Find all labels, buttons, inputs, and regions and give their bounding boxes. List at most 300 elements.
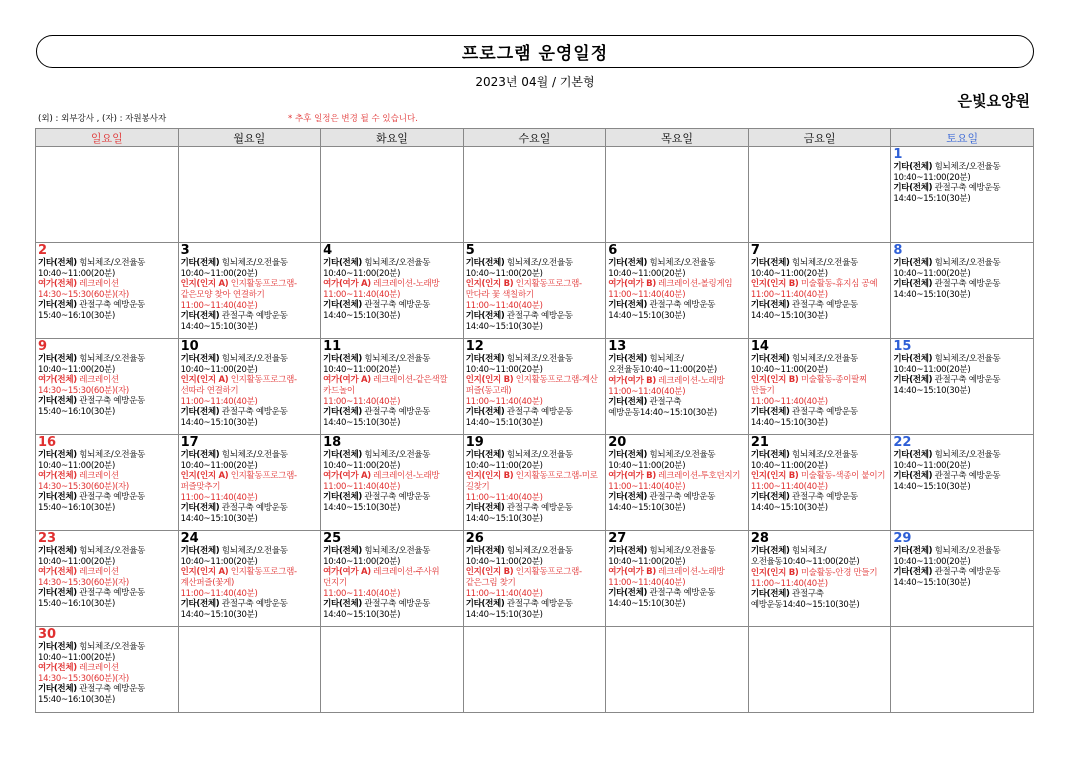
activity-category: 여가(여가 B)	[608, 279, 656, 289]
day-cell	[36, 435, 179, 531]
activity-entry	[38, 642, 176, 653]
activity-entry	[466, 375, 604, 397]
day-cell	[321, 339, 464, 435]
activity-time: 15:40~16:10(30분)	[38, 599, 115, 609]
activity-time: 10:40~11:00(20분)	[180, 461, 258, 471]
activity-time: 14:30~15:30(60분)(자)	[38, 386, 129, 396]
activity-category: 기타(전체)	[893, 258, 933, 268]
activity-entry	[323, 279, 461, 290]
activity-description: 힘뇌체조/오전율동	[361, 354, 431, 364]
activity-time: 10:40~11:00(20분)	[608, 557, 686, 567]
day-cell	[748, 243, 891, 339]
activity-category: 기타(전체)	[608, 300, 648, 310]
activity-description: 힘뇌체조/오전율동	[932, 162, 1001, 172]
activity-category: 여가(전체)	[38, 663, 77, 673]
day-cell	[748, 147, 891, 243]
activity-entry	[751, 589, 889, 611]
activity-description: 관절구축 예방운동	[504, 311, 573, 321]
day-cell	[606, 531, 749, 627]
activity-time: 10:40~11:00(20분)	[608, 269, 686, 279]
activity-entry	[751, 258, 889, 269]
day-cell	[606, 627, 749, 713]
activity-category: 기타(전체)	[323, 450, 362, 460]
day-cell	[463, 627, 606, 713]
activity-category: 기타(전체)	[323, 407, 362, 417]
activity-description: 미술활동-색종이 붙이기	[798, 471, 886, 481]
activity-entry	[466, 503, 604, 514]
activity-time: 11:00~11:40(40분)	[323, 290, 401, 300]
activity-entry	[893, 183, 1031, 194]
activity-category: 인지(인지 A)	[180, 375, 229, 385]
activity-description: 관절구축 예방운동	[361, 407, 431, 417]
activity-time: 14:40~15:10(30분)	[323, 418, 401, 428]
activity-entry	[181, 599, 319, 610]
activity-category: 기타(전체)	[608, 258, 648, 268]
activity-time: 14:40~15:10(30분)	[180, 514, 258, 524]
weekday-header: 목요일	[606, 129, 749, 147]
activity-category: 기타(전체)	[465, 546, 505, 556]
activity-description: 레크레이션	[76, 567, 119, 577]
day-cell	[36, 147, 179, 243]
activity-category: 기타(전체)	[465, 450, 505, 460]
activity-description: 힘뇌체조/오전율동	[219, 258, 288, 268]
calendar-body	[36, 147, 1034, 713]
day-cell	[178, 339, 321, 435]
activity-category: 기타(전체)	[608, 546, 648, 556]
day-cell	[891, 531, 1034, 627]
day-number: 28	[750, 531, 769, 546]
activity-category: 기타(전체)	[180, 258, 220, 268]
activity-category: 기타(전체)	[180, 407, 220, 417]
activity-description: 힘뇌체조/오전율동	[504, 546, 573, 556]
activity-entry	[38, 258, 176, 269]
day-cell	[178, 531, 321, 627]
activity-time: 10:40~11:00(20분)	[180, 365, 258, 375]
activity-category: 기타(전체)	[893, 162, 933, 172]
day-number: 4	[323, 243, 333, 258]
activity-category: 인지(인지 B)	[465, 375, 514, 385]
activity-description: 레크레이션	[76, 279, 119, 289]
activity-category: 기타(전체)	[750, 492, 790, 502]
activity-category: 인지(인지 B)	[750, 375, 799, 385]
activity-entry	[181, 311, 319, 322]
activity-description: 힘뇌체조/오전율동	[76, 354, 146, 364]
activity-description: 힘뇌체조/오전율동	[76, 258, 146, 268]
activity-time: 10:40~11:00(20분)	[750, 365, 828, 375]
activity-category: 기타(전체)	[323, 492, 362, 502]
activity-category: 기타(전체)	[750, 258, 790, 268]
day-number: 18	[323, 435, 342, 450]
weekday-header-row	[36, 129, 1034, 147]
day-cell	[748, 627, 891, 713]
activity-category: 기타(전체)	[180, 450, 220, 460]
activity-time: 11:00~11:40(40분)	[465, 589, 543, 599]
day-number: 27	[608, 531, 627, 546]
activity-time: 10:40~11:00(20분)	[38, 461, 115, 471]
day-number: 21	[750, 435, 769, 450]
activity-description: 인지활동프로그램-선따라 연결하기	[180, 375, 297, 396]
activity-entry	[466, 407, 604, 418]
activity-category: 기타(전체)	[38, 450, 77, 460]
activity-category: 기타(전체)	[893, 450, 933, 460]
day-number: 11	[323, 339, 342, 354]
activity-entry	[38, 567, 176, 578]
activity-time: 14:40~15:10(30분)	[323, 503, 401, 513]
activity-entry	[38, 354, 176, 365]
day-cell	[891, 339, 1034, 435]
activity-description: 힘뇌체조/오전율동	[219, 450, 288, 460]
activity-category: 기타(전체)	[180, 503, 220, 513]
activity-time: 14:40~15:10(30분)	[750, 311, 828, 321]
activity-category: 여가(전체)	[38, 375, 77, 385]
week-row	[36, 339, 1034, 435]
activity-entry	[323, 546, 461, 557]
week-row	[36, 627, 1034, 713]
notice-text: * 추후 일정은 변경 될 수 있습니다.	[288, 114, 418, 124]
activity-entry	[893, 258, 1031, 269]
activity-time: 10:40~11:00(20분)	[608, 461, 686, 471]
activity-time: 14:30~15:30(60분)(자)	[38, 482, 129, 492]
activity-time: 14:30~15:30(60분)(자)	[38, 674, 129, 684]
activity-entry	[323, 599, 461, 610]
activity-description: 관절구축 예방운동	[932, 375, 1001, 385]
activity-time: 14:40~15:10(30분)	[750, 503, 828, 513]
activity-category: 기타(전체)	[608, 588, 648, 598]
activity-time: 11:00~11:40(40분)	[750, 290, 828, 300]
activity-time: 11:00~11:40(40분)	[750, 579, 828, 589]
activity-category: 기타(전체)	[750, 407, 790, 417]
activity-description: 힘뇌체조/오전율동	[361, 258, 431, 268]
activity-time: 10:40~11:00(20분)	[465, 269, 543, 279]
activity-time: 14:40~15:10(30분)	[323, 610, 401, 620]
activity-entry	[466, 258, 604, 269]
week-row	[36, 435, 1034, 531]
activity-entry	[751, 300, 889, 311]
day-cell	[178, 147, 321, 243]
activity-description: 관절구축 예방운동	[504, 599, 573, 609]
activity-time: 15:40~16:10(30분)	[38, 503, 115, 513]
activity-entry	[181, 354, 319, 365]
schedule-calendar	[35, 128, 1034, 713]
activity-time: 14:30~15:30(60분)(자)	[38, 578, 129, 588]
activity-time: 11:00~11:40(40분)	[750, 397, 828, 407]
activity-category: 기타(전체)	[323, 300, 362, 310]
week-row	[36, 531, 1034, 627]
activity-description: 관절구축 예방운동	[789, 492, 858, 502]
day-number: 22	[893, 435, 912, 450]
activity-time: 10:40~11:00(20분)	[38, 653, 115, 663]
activity-time: 11:00~11:40(40분)	[180, 397, 258, 407]
activity-time: 10:40~11:00(20분)	[893, 365, 971, 375]
activity-entry	[181, 471, 319, 493]
activity-category: 기타(전체)	[465, 258, 505, 268]
day-cell	[463, 339, 606, 435]
activity-category: 기타(전체)	[38, 546, 77, 556]
activity-description: 힘뇌체조/오전율동	[932, 258, 1001, 268]
activity-category: 기타(전체)	[323, 599, 362, 609]
activity-description: 레크레이션-투호던지기	[655, 471, 741, 481]
activity-entry	[893, 279, 1031, 290]
activity-time: 11:00~11:40(40분)	[465, 493, 543, 503]
activity-entry	[608, 471, 746, 482]
activity-description: 관절구축 예방운동	[361, 492, 431, 502]
activity-time: 10:40~11:00(20분)	[465, 557, 543, 567]
activity-entry	[323, 354, 461, 365]
activity-entry	[608, 258, 746, 269]
day-number: 7	[750, 243, 760, 258]
activity-entry	[323, 375, 461, 397]
day-number: 2	[38, 243, 48, 258]
activity-entry	[38, 471, 176, 482]
activity-entry	[38, 396, 176, 407]
activity-entry	[181, 450, 319, 461]
activity-entry	[608, 354, 746, 376]
day-cell	[606, 339, 749, 435]
activity-time: 15:40~16:10(30분)	[38, 695, 115, 705]
day-cell	[36, 627, 179, 713]
activity-time: 14:40~15:10(30분)	[608, 311, 686, 321]
activity-entry	[608, 567, 746, 578]
activity-time: 15:40~16:10(30분)	[38, 407, 115, 417]
activity-entry	[751, 279, 889, 290]
day-number: 17	[180, 435, 199, 450]
activity-description: 관절구축 예방운동	[789, 407, 858, 417]
activity-description: 관절구축 예방운동	[219, 599, 288, 609]
activity-entry	[466, 279, 604, 301]
activity-description: 관절구축 예방운동14:40~15:10(30분)	[608, 397, 717, 418]
day-number: 12	[465, 339, 484, 354]
activity-time: 10:40~11:00(20분)	[323, 269, 401, 279]
activity-entry	[466, 354, 604, 365]
day-number: 1	[893, 147, 903, 162]
activity-description: 힘뇌체조/오전율동	[647, 258, 716, 268]
activity-entry	[751, 407, 889, 418]
day-cell	[178, 435, 321, 531]
activity-time: 14:30~15:30(60분)(자)	[38, 290, 129, 300]
weekday-header: 일요일	[36, 129, 179, 147]
day-cell	[891, 147, 1034, 243]
activity-description: 관절구축 예방운동	[647, 492, 716, 502]
activity-category: 기타(전체)	[465, 599, 505, 609]
activity-category: 기타(전체)	[608, 397, 648, 407]
activity-category: 여가(전체)	[38, 279, 77, 289]
activity-category: 인지(인지 A)	[180, 279, 229, 289]
day-number: 26	[465, 531, 484, 546]
activity-description: 힘뇌체조/오전율동	[932, 354, 1001, 364]
activity-time: 15:40~16:10(30분)	[38, 311, 115, 321]
subtitle: 2023년 04월 / 기본형	[475, 75, 595, 89]
day-cell	[606, 147, 749, 243]
activity-description: 레크레이션-노래방	[655, 567, 725, 577]
activity-description: 힘뇌체조/오전율동	[76, 642, 146, 652]
activity-description: 관절구축 예방운동	[789, 300, 858, 310]
activity-entry	[466, 450, 604, 461]
activity-category: 기타(전체)	[38, 684, 77, 694]
day-number: 30	[38, 627, 57, 642]
activity-entry	[38, 663, 176, 674]
title-text: 프로그램 운영일정	[461, 44, 609, 64]
activity-description: 힘뇌체조/오전율동	[504, 258, 573, 268]
activity-entry	[181, 407, 319, 418]
activity-description: 힘뇌체조/오전율동	[76, 450, 146, 460]
day-number: 15	[893, 339, 912, 354]
weekday-header: 수요일	[463, 129, 606, 147]
activity-description: 관절구축 예방운동	[76, 588, 145, 598]
activity-description: 힘뇌체조/오전율동10:40~11:00(20분)	[750, 546, 860, 567]
activity-time: 10:40~11:00(20분)	[750, 269, 828, 279]
day-cell	[321, 627, 464, 713]
activity-time: 14:40~15:10(30분)	[180, 418, 258, 428]
activity-category: 기타(전체)	[323, 258, 362, 268]
activity-entry	[323, 492, 461, 503]
activity-category: 기타(전체)	[38, 258, 77, 268]
activity-time: 14:40~15:10(30분)	[893, 290, 971, 300]
activity-entry	[751, 354, 889, 365]
activity-category: 기타(전체)	[180, 546, 220, 556]
activity-time: 10:40~11:00(20분)	[323, 365, 401, 375]
activity-description: 인지활동프로그램-퍼즐맞추기	[180, 471, 297, 492]
activity-description: 힘뇌체조/오전율동	[932, 546, 1001, 556]
day-cell	[463, 531, 606, 627]
week-row	[36, 147, 1034, 243]
day-number: 16	[38, 435, 57, 450]
activity-description: 인지활동프로그램-같은그림 찾기	[465, 567, 582, 588]
weekday-header: 화요일	[321, 129, 464, 147]
activity-entry	[751, 492, 889, 503]
activity-time: 10:40~11:00(20분)	[893, 173, 971, 183]
activity-entry	[323, 407, 461, 418]
week-row	[36, 243, 1034, 339]
activity-category: 기타(전체)	[893, 567, 933, 577]
activity-entry	[893, 567, 1031, 578]
day-cell	[891, 627, 1034, 713]
activity-description: 관절구축 예방운동	[219, 311, 288, 321]
activity-time: 10:40~11:00(20분)	[893, 269, 971, 279]
activity-category: 기타(전체)	[38, 492, 77, 502]
activity-category: 여가(여가 B)	[608, 471, 656, 481]
activity-category: 기타(전체)	[893, 375, 933, 385]
activity-category: 기타(전체)	[893, 279, 933, 289]
activity-description: 힘뇌체조/오전율동	[361, 546, 431, 556]
activity-category: 기타(전체)	[38, 588, 77, 598]
activity-description: 인지활동프로그램-같은모양 찾아 연결하기	[180, 279, 297, 300]
activity-entry	[323, 567, 461, 589]
day-cell	[748, 531, 891, 627]
activity-description: 힘뇌체조/오전율동	[504, 354, 573, 364]
activity-category: 기타(전체)	[750, 354, 790, 364]
activity-description: 힘뇌체조/오전율동10:40~11:00(20분)	[608, 354, 717, 375]
activity-entry	[608, 588, 746, 599]
activity-time: 14:40~15:10(30분)	[608, 599, 686, 609]
day-number: 24	[180, 531, 199, 546]
activity-entry	[893, 354, 1031, 365]
activity-description: 인지활동프로그램-계산퍼즐(꽃게)	[180, 567, 297, 588]
day-cell	[891, 435, 1034, 531]
activity-time: 10:40~11:00(20분)	[38, 365, 115, 375]
activity-entry	[181, 503, 319, 514]
activity-entry	[38, 684, 176, 695]
day-number: 9	[38, 339, 48, 354]
activity-time: 11:00~11:40(40분)	[608, 578, 686, 588]
activity-time: 14:40~15:10(30분)	[893, 194, 971, 204]
activity-description: 레크레이션-주사위 던지기	[323, 567, 440, 588]
activity-entry	[608, 397, 746, 419]
activity-description: 관절구축 예방운동	[932, 567, 1001, 577]
activity-category: 여가(여가 A)	[323, 471, 371, 481]
activity-entry	[608, 546, 746, 557]
day-number: 8	[893, 243, 903, 258]
activity-category: 인지(인지 B)	[465, 279, 514, 289]
activity-description: 관절구축 예방운동	[647, 588, 716, 598]
activity-description: 관절구축 예방운동	[76, 684, 145, 694]
activity-category: 기타(전체)	[465, 407, 505, 417]
activity-category: 여가(전체)	[38, 567, 77, 577]
activity-entry	[181, 279, 319, 301]
activity-description: 관절구축 예방운동	[76, 396, 145, 406]
activity-description: 인지활동프로그램-만다라 꽃 색칠하기	[465, 279, 582, 300]
activity-category: 여가(여가 A)	[323, 567, 371, 577]
activity-entry	[181, 546, 319, 557]
activity-description: 관절구축 예방운동	[504, 407, 573, 417]
activity-category: 기타(전체)	[38, 396, 77, 406]
day-number: 13	[608, 339, 627, 354]
activity-time: 10:40~11:00(20분)	[465, 365, 543, 375]
activity-category: 인지(인지 B)	[465, 567, 514, 577]
legend-text: (외) : 외부강사 , (자) : 자원봉사자	[38, 114, 167, 124]
day-cell	[321, 243, 464, 339]
activity-time: 14:40~15:10(30분)	[465, 418, 543, 428]
day-number: 19	[465, 435, 484, 450]
day-number: 20	[608, 435, 627, 450]
activity-description: 관절구축 예방운동14:40~15:10(30분)	[750, 589, 860, 610]
activity-category: 기타(전체)	[180, 599, 220, 609]
activity-category: 인지(인지 B)	[465, 471, 514, 481]
day-cell	[463, 243, 606, 339]
activity-category: 기타(전체)	[750, 589, 790, 599]
activity-time: 10:40~11:00(20분)	[323, 557, 401, 567]
activity-time: 14:40~15:10(30분)	[893, 578, 971, 588]
day-number: 14	[750, 339, 769, 354]
activity-category: 기타(전체)	[608, 492, 648, 502]
activity-description: 관절구축 예방운동	[932, 471, 1001, 481]
weekday-header: 금요일	[748, 129, 891, 147]
activity-entry	[893, 546, 1031, 557]
activity-category: 기타(전체)	[893, 183, 933, 193]
day-cell	[321, 147, 464, 243]
day-number: 3	[180, 243, 190, 258]
activity-time: 14:40~15:10(30분)	[180, 322, 258, 332]
activity-entry	[181, 567, 319, 589]
day-cell	[36, 531, 179, 627]
activity-category: 인지(인지 B)	[750, 568, 799, 578]
activity-description: 힘뇌체조/오전율동	[932, 450, 1001, 460]
activity-description: 레크레이션-노래방	[370, 279, 440, 289]
activity-time: 11:00~11:40(40분)	[323, 397, 401, 407]
activity-entry	[38, 588, 176, 599]
activity-category: 인지(인지 B)	[750, 471, 799, 481]
activity-description: 관절구축 예방운동	[219, 407, 288, 417]
activity-description: 관절구축 예방운동	[504, 503, 573, 513]
activity-entry	[38, 546, 176, 557]
activity-entry	[38, 450, 176, 461]
day-cell	[891, 243, 1034, 339]
day-cell	[606, 243, 749, 339]
activity-description: 관절구축 예방운동	[219, 503, 288, 513]
activity-time: 11:00~11:40(40분)	[750, 482, 828, 492]
activity-description: 힘뇌체조/오전율동	[219, 546, 288, 556]
activity-category: 기타(전체)	[323, 354, 362, 364]
activity-entry	[323, 258, 461, 269]
